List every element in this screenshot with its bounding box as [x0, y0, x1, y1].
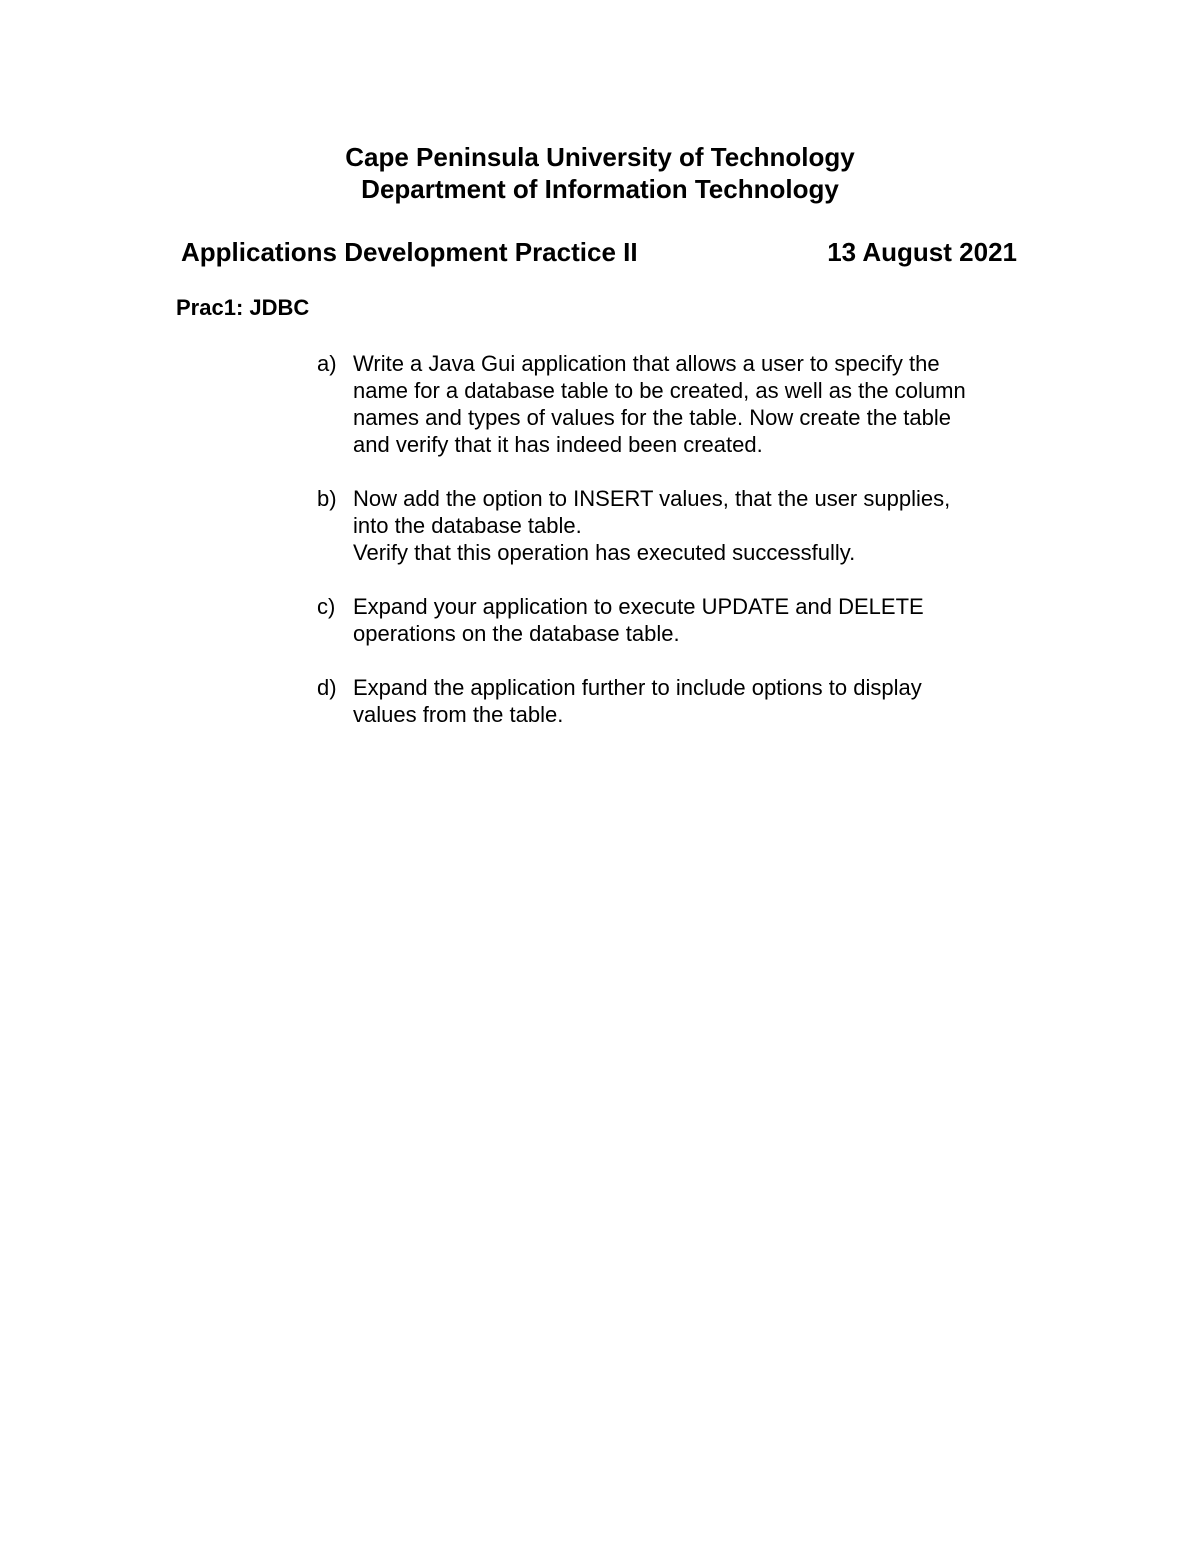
task-text-line: and verify that it has indeed been created.	[353, 432, 763, 457]
institution-name: Cape Peninsula University of Technology	[345, 142, 855, 172]
task-text-line: operations on the database table.	[353, 621, 680, 646]
task-text-line: Expand the application further to include options to display	[353, 675, 922, 700]
practical-title: Prac1: JDBC	[176, 295, 310, 320]
department-name: Department of Information Technology	[361, 174, 839, 204]
task-item	[317, 350, 1017, 458]
task-label: b)	[317, 486, 337, 511]
task-text-line: Write a Java Gui application that allows a user to specify the	[353, 351, 940, 376]
task-list	[317, 350, 1017, 755]
task-text-line: into the database table.	[353, 513, 582, 538]
task-label: d)	[317, 675, 337, 700]
course-header	[181, 236, 1017, 268]
course-title: Applications Development Practice II	[181, 237, 638, 267]
course-date: 13 August 2021	[827, 237, 1017, 267]
task-label: c)	[317, 594, 336, 619]
task-item	[317, 593, 1017, 647]
task-text-line: name for a database table to be created, as well as the column	[353, 378, 966, 403]
task-item	[317, 674, 1017, 728]
task-item	[317, 485, 1017, 566]
task-text-line: Expand your application to execute UPDATE and DELETE	[353, 594, 924, 619]
task-text-line: Now add the option to INSERT values, that the user supplies,	[353, 486, 951, 511]
task-text-line: Verify that this operation has executed successfully.	[353, 540, 856, 565]
task-text-line: values from the table.	[353, 702, 564, 727]
task-text-line: names and types of values for the table. Now create the table	[353, 405, 952, 430]
task-label: a)	[317, 351, 337, 376]
